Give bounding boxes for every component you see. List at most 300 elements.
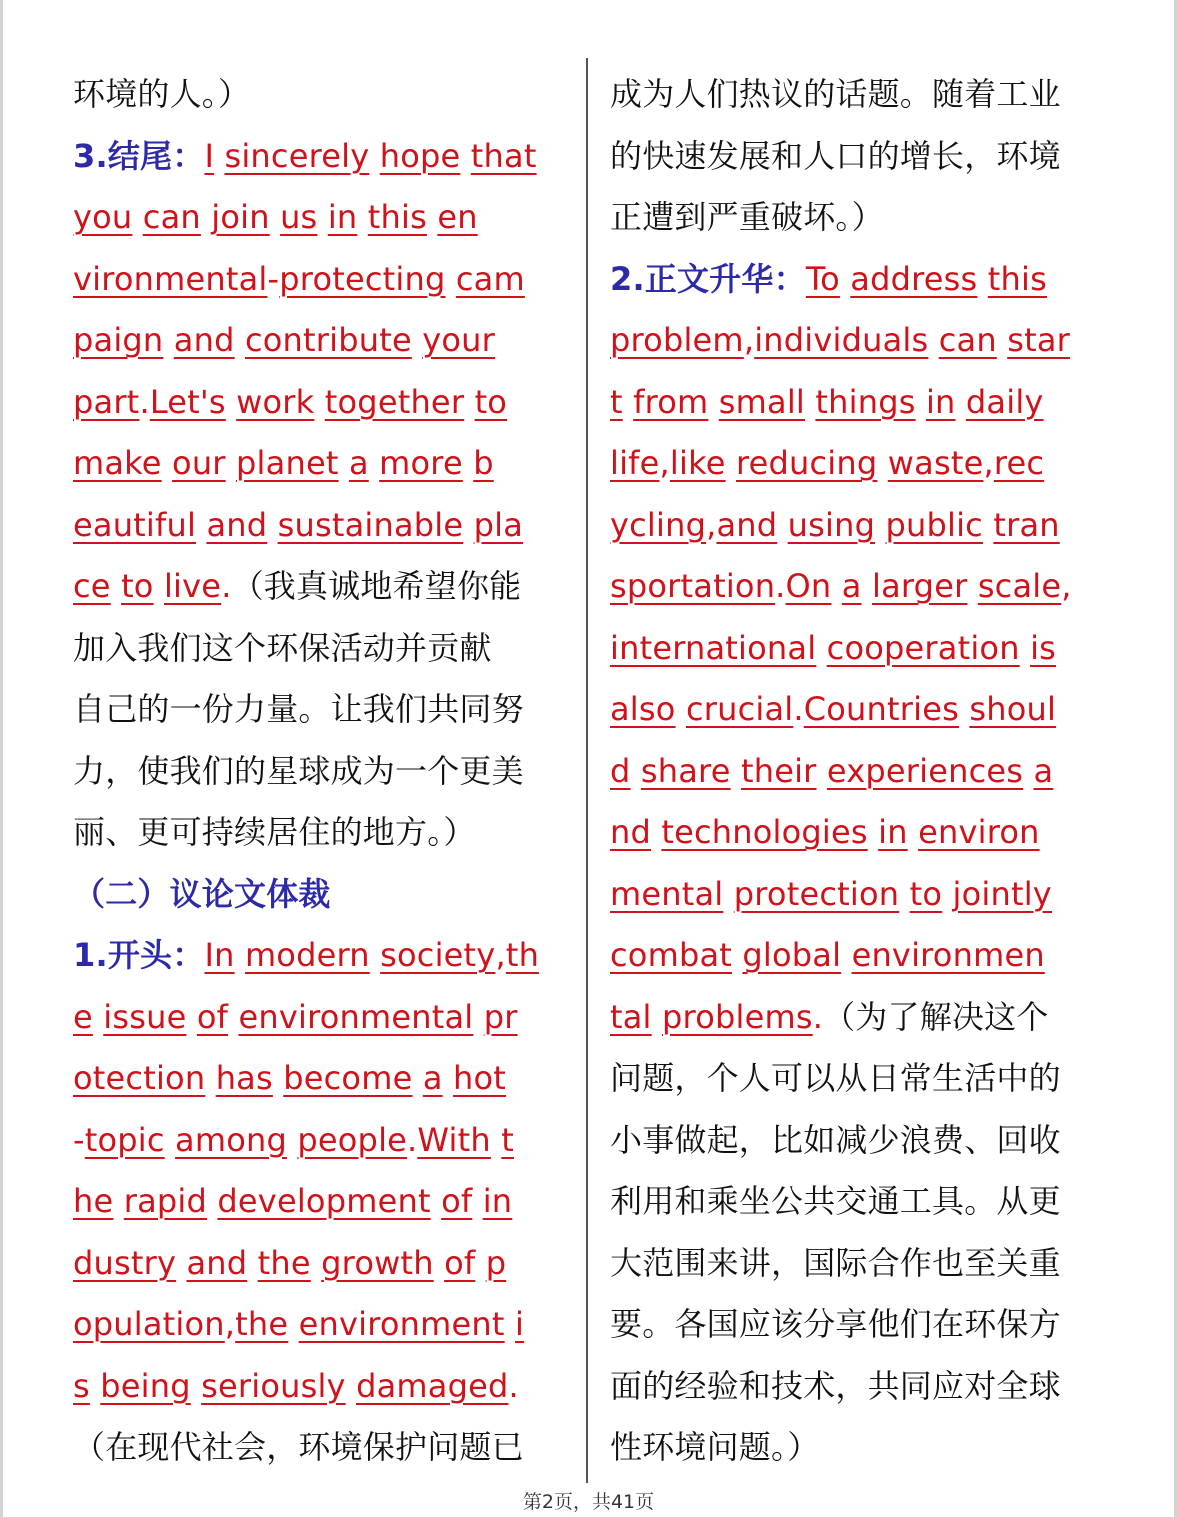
english-text: become bbox=[283, 1059, 413, 1097]
english-text: dustry bbox=[73, 1243, 177, 1282]
english-text: people bbox=[297, 1120, 408, 1159]
text-line bbox=[610, 372, 1110, 434]
text-line bbox=[610, 1356, 1110, 1418]
english-text: ycling bbox=[610, 505, 707, 544]
chinese-text: 成为人们热议的话题。随着工业 bbox=[610, 75, 1061, 113]
text-line bbox=[73, 802, 573, 864]
english-text bbox=[207, 1182, 217, 1220]
english-text bbox=[205, 1059, 215, 1097]
english-text: . bbox=[508, 1366, 519, 1405]
chinese-text: 问题，个人可以从日常生活中的 bbox=[610, 1059, 1061, 1097]
text-line bbox=[610, 64, 1110, 126]
english-text: shoul bbox=[969, 690, 1057, 728]
text-line bbox=[610, 1171, 1110, 1233]
english-text bbox=[369, 444, 379, 482]
english-text bbox=[1023, 752, 1033, 790]
english-text: to bbox=[121, 567, 154, 605]
english-text: environment bbox=[298, 1305, 505, 1343]
english-text bbox=[942, 875, 952, 913]
text-line bbox=[610, 310, 1110, 372]
text-line bbox=[73, 556, 573, 618]
english-text: and bbox=[206, 505, 268, 544]
english-text bbox=[731, 752, 741, 790]
english-text bbox=[132, 198, 142, 236]
english-text: of bbox=[196, 997, 229, 1036]
chinese-text: 性环境问题。） bbox=[610, 1428, 820, 1466]
section-heading: 1.开头： bbox=[73, 936, 205, 974]
english-text: larger bbox=[871, 567, 968, 605]
english-text: part bbox=[73, 382, 140, 421]
english-text: life bbox=[610, 444, 660, 482]
english-text: jointly bbox=[952, 874, 1052, 913]
english-text bbox=[899, 875, 909, 913]
english-text: mental bbox=[610, 874, 724, 913]
english-text: make bbox=[73, 444, 162, 482]
english-text bbox=[357, 198, 367, 236]
english-text: problems bbox=[662, 997, 813, 1036]
english-text bbox=[862, 567, 872, 605]
english-text bbox=[267, 506, 277, 544]
page-edge-left bbox=[0, 0, 3, 1517]
english-text: this bbox=[987, 259, 1047, 298]
text-line bbox=[610, 802, 1110, 864]
english-text: modern bbox=[244, 936, 370, 974]
english-text: environmental bbox=[238, 997, 474, 1036]
english-text bbox=[623, 383, 633, 421]
text-line bbox=[73, 618, 573, 680]
english-text bbox=[228, 998, 238, 1036]
english-text bbox=[631, 752, 641, 790]
english-text: international bbox=[610, 628, 817, 667]
text-line bbox=[73, 187, 573, 249]
english-text bbox=[288, 1305, 298, 1343]
text-line bbox=[73, 925, 573, 987]
text-line bbox=[73, 310, 573, 372]
english-text: vironmental bbox=[73, 259, 268, 298]
english-text bbox=[270, 198, 280, 236]
english-text bbox=[235, 321, 245, 359]
english-text: in bbox=[925, 382, 956, 421]
text-line bbox=[610, 864, 1110, 926]
english-text bbox=[214, 137, 224, 175]
english-text: technologies bbox=[661, 813, 868, 851]
english-text: of bbox=[444, 1243, 476, 1282]
english-text: , bbox=[1061, 567, 1072, 605]
text-line bbox=[610, 618, 1110, 680]
english-text bbox=[473, 998, 483, 1036]
english-text bbox=[877, 444, 887, 482]
english-text: t bbox=[501, 1120, 515, 1159]
text-line bbox=[610, 433, 1110, 495]
english-text bbox=[445, 260, 455, 298]
text-line bbox=[610, 679, 1110, 741]
english-text: in bbox=[878, 813, 908, 851]
english-text: live bbox=[163, 567, 222, 605]
english-text: environmen bbox=[851, 936, 1045, 974]
english-text: p bbox=[485, 1243, 507, 1282]
english-text bbox=[732, 936, 742, 974]
english-text: and bbox=[716, 505, 778, 544]
english-text bbox=[959, 690, 969, 728]
english-text: . bbox=[139, 382, 150, 421]
english-text: planet bbox=[236, 444, 339, 482]
english-text bbox=[841, 936, 851, 974]
english-text: public bbox=[885, 505, 983, 544]
english-text: a bbox=[1033, 751, 1054, 790]
text-line bbox=[73, 1110, 573, 1172]
english-text: , bbox=[224, 1305, 236, 1343]
english-text bbox=[165, 1121, 175, 1159]
english-text bbox=[162, 444, 172, 482]
english-text bbox=[369, 137, 379, 175]
english-text: , bbox=[706, 505, 717, 544]
english-text: like bbox=[669, 444, 726, 482]
english-text: small bbox=[718, 382, 806, 421]
right-column bbox=[610, 64, 1110, 1479]
english-text bbox=[983, 506, 993, 544]
english-text: is bbox=[1030, 628, 1057, 667]
english-text: With bbox=[417, 1120, 491, 1159]
english-text: sustainable bbox=[277, 505, 464, 544]
english-text bbox=[928, 321, 938, 359]
english-text: star bbox=[1007, 321, 1070, 359]
english-text: join bbox=[211, 198, 270, 236]
english-text: waste bbox=[887, 444, 984, 482]
english-text bbox=[311, 1244, 321, 1282]
english-text bbox=[651, 813, 661, 851]
english-text: topic bbox=[84, 1120, 165, 1159]
english-text bbox=[370, 936, 380, 974]
english-text bbox=[247, 1244, 257, 1282]
english-text: . bbox=[812, 997, 824, 1036]
column-divider bbox=[586, 58, 588, 1483]
english-text: Countries bbox=[803, 690, 959, 728]
english-text: tran bbox=[993, 505, 1060, 544]
text-line bbox=[73, 433, 573, 495]
english-text bbox=[505, 1305, 515, 1343]
english-text: , bbox=[495, 936, 506, 974]
english-text: more bbox=[379, 444, 463, 482]
text-line bbox=[73, 741, 573, 803]
english-text bbox=[908, 813, 918, 851]
english-text bbox=[186, 998, 196, 1036]
english-text: address bbox=[850, 259, 978, 298]
text-line bbox=[73, 987, 573, 1049]
english-text: tal bbox=[610, 997, 652, 1036]
english-text: seriously bbox=[201, 1366, 346, 1405]
english-text: can bbox=[938, 321, 997, 359]
english-text: issue bbox=[103, 997, 187, 1036]
english-text bbox=[113, 1182, 123, 1220]
english-text: , bbox=[983, 444, 994, 482]
text-line bbox=[610, 741, 1110, 803]
english-text: . bbox=[221, 567, 232, 605]
text-line bbox=[73, 372, 573, 434]
english-text: crucial bbox=[685, 690, 794, 728]
english-text bbox=[868, 813, 878, 851]
text-line bbox=[610, 1417, 1110, 1479]
english-text: t bbox=[610, 382, 623, 421]
english-text: from bbox=[633, 382, 709, 421]
english-text: I bbox=[204, 136, 215, 175]
english-text bbox=[191, 1367, 201, 1405]
english-text: has bbox=[215, 1059, 273, 1097]
english-text bbox=[412, 321, 422, 359]
page-number: 第2页，共41页 bbox=[522, 1491, 655, 1513]
english-text bbox=[726, 444, 736, 482]
english-text bbox=[491, 1121, 501, 1159]
english-text bbox=[339, 444, 349, 482]
english-text: pla bbox=[473, 505, 524, 544]
english-text: i bbox=[515, 1305, 525, 1343]
english-text: the bbox=[235, 1305, 289, 1343]
english-text: and bbox=[186, 1243, 248, 1282]
english-text: th bbox=[505, 936, 540, 974]
english-text bbox=[273, 1059, 283, 1097]
english-text: On bbox=[785, 567, 832, 605]
text-line bbox=[73, 679, 573, 741]
text-line bbox=[610, 187, 1110, 249]
english-text bbox=[816, 629, 826, 667]
english-text bbox=[163, 321, 173, 359]
english-text: to bbox=[474, 382, 508, 421]
chinese-text: 的快速发展和人口的增长，环境 bbox=[610, 136, 1061, 175]
english-text: a bbox=[422, 1059, 443, 1097]
english-text: work bbox=[236, 382, 315, 421]
english-text: reducing bbox=[735, 444, 878, 482]
english-text bbox=[723, 875, 733, 913]
english-text: scale bbox=[977, 567, 1062, 605]
text-line bbox=[610, 1110, 1110, 1172]
english-text: protecting bbox=[279, 259, 446, 298]
english-text: and bbox=[173, 321, 235, 359]
chinese-text: 自己的一份力量。让我们共同努 bbox=[73, 690, 524, 728]
english-text: paign bbox=[73, 321, 164, 359]
text-line bbox=[610, 126, 1110, 188]
english-text bbox=[346, 1367, 356, 1405]
english-text: can bbox=[142, 198, 201, 236]
english-text: b bbox=[473, 444, 494, 482]
english-text: . bbox=[793, 690, 804, 728]
english-text: individuals bbox=[754, 321, 929, 359]
text-line bbox=[73, 64, 573, 126]
chinese-text: （我真诚地希望你能 bbox=[231, 567, 522, 605]
english-text: . bbox=[407, 1120, 418, 1159]
text-line bbox=[73, 1233, 573, 1295]
chinese-text: 正遭到严重破坏。） bbox=[610, 198, 884, 236]
english-text: their bbox=[740, 751, 817, 790]
english-text: of bbox=[441, 1182, 473, 1220]
text-line bbox=[610, 987, 1110, 1049]
english-text: To bbox=[805, 259, 840, 298]
english-text: sincerely bbox=[224, 136, 370, 175]
left-column bbox=[73, 64, 573, 1479]
english-text: rec bbox=[993, 444, 1045, 482]
text-line bbox=[73, 249, 573, 311]
english-text: society bbox=[380, 936, 496, 974]
english-text: Let's bbox=[149, 382, 226, 421]
english-text bbox=[464, 383, 474, 421]
english-text: en bbox=[437, 198, 478, 236]
chinese-text: 力，使我们的星球成为一个更美 bbox=[73, 751, 524, 790]
english-text: d bbox=[610, 751, 631, 790]
english-text: this bbox=[367, 198, 427, 236]
english-text bbox=[708, 383, 718, 421]
english-text: share bbox=[640, 751, 731, 790]
english-text: hot bbox=[453, 1059, 507, 1097]
english-text: us bbox=[280, 198, 318, 236]
chinese-text: 利用和乘坐公共交通工具。从更 bbox=[610, 1182, 1061, 1220]
section-heading: 3.结尾： bbox=[73, 136, 205, 175]
english-text: growth bbox=[321, 1243, 434, 1282]
chinese-text: 小事做起，比如减少浪费、回收 bbox=[610, 1120, 1061, 1159]
chinese-text: （在现代社会，环境保护问题已 bbox=[73, 1428, 524, 1466]
english-text bbox=[475, 1244, 485, 1282]
english-text: things bbox=[815, 382, 916, 421]
english-text: in bbox=[327, 198, 358, 236]
english-text bbox=[176, 1244, 186, 1282]
text-line bbox=[73, 495, 573, 557]
english-text: hope bbox=[379, 136, 461, 175]
english-text: pr bbox=[483, 997, 518, 1036]
chinese-text: 要。各国应该分享他们在环保方 bbox=[610, 1305, 1061, 1343]
english-text bbox=[90, 1367, 100, 1405]
english-text bbox=[196, 506, 206, 544]
english-text bbox=[817, 752, 827, 790]
english-text: nd bbox=[610, 813, 651, 851]
english-text bbox=[463, 444, 473, 482]
text-line bbox=[73, 1294, 573, 1356]
english-text bbox=[652, 998, 662, 1036]
english-text: a bbox=[348, 444, 369, 482]
text-line bbox=[610, 925, 1110, 987]
chinese-text: 加入我们这个环保活动并贡献 bbox=[73, 628, 492, 667]
text-line bbox=[610, 1294, 1110, 1356]
english-text bbox=[226, 383, 236, 421]
english-text: opulation bbox=[73, 1305, 225, 1343]
english-text bbox=[805, 383, 815, 421]
english-text: cam bbox=[455, 259, 525, 298]
english-text: experiences bbox=[826, 751, 1024, 790]
text-line bbox=[73, 1356, 573, 1418]
english-text: - bbox=[267, 259, 280, 298]
text-line bbox=[610, 1233, 1110, 1295]
english-text bbox=[875, 506, 885, 544]
english-text: you bbox=[73, 198, 133, 236]
english-text bbox=[235, 936, 245, 974]
english-text bbox=[427, 198, 437, 236]
english-text bbox=[472, 1182, 482, 1220]
english-text: combat bbox=[610, 936, 733, 974]
english-text: a bbox=[841, 567, 862, 605]
english-text: contribute bbox=[244, 321, 412, 359]
english-text: damaged bbox=[356, 1366, 509, 1405]
english-text: environ bbox=[918, 813, 1040, 851]
english-text: , bbox=[743, 321, 755, 359]
english-text: . bbox=[775, 567, 786, 605]
english-text bbox=[967, 567, 977, 605]
text-line bbox=[610, 556, 1110, 618]
chinese-text: 丽、更可持续居住的地方。） bbox=[73, 813, 476, 851]
english-text bbox=[226, 444, 236, 482]
section-heading: 2.正文升华： bbox=[610, 259, 806, 298]
english-text: - bbox=[73, 1120, 85, 1159]
english-text: together bbox=[324, 382, 465, 421]
english-text: , bbox=[659, 444, 670, 482]
english-text: using bbox=[787, 505, 876, 544]
english-text bbox=[314, 383, 324, 421]
english-text: that bbox=[470, 136, 537, 175]
english-text: also bbox=[610, 690, 676, 728]
english-text bbox=[1020, 629, 1030, 667]
english-text: daily bbox=[965, 382, 1044, 421]
english-text bbox=[154, 567, 164, 605]
english-text bbox=[412, 1059, 422, 1097]
english-text: protection bbox=[733, 874, 900, 913]
english-text: eautiful bbox=[73, 505, 197, 544]
section-heading: （二）议论文体裁 bbox=[73, 874, 331, 913]
english-text bbox=[287, 1121, 297, 1159]
english-text bbox=[460, 137, 470, 175]
english-text: sportation bbox=[610, 567, 776, 605]
english-text bbox=[831, 567, 841, 605]
english-text: development bbox=[217, 1182, 431, 1220]
chinese-text: 大范围来讲，国际合作也至关重 bbox=[610, 1243, 1061, 1282]
english-text bbox=[443, 1059, 453, 1097]
english-text bbox=[434, 1244, 444, 1282]
english-text: global bbox=[742, 936, 842, 974]
english-text bbox=[997, 321, 1007, 359]
text-line bbox=[73, 1417, 573, 1479]
english-text: to bbox=[909, 874, 943, 913]
chinese-text: 环境的人。） bbox=[73, 75, 251, 113]
english-text: the bbox=[257, 1243, 311, 1282]
english-text bbox=[977, 260, 987, 298]
text-line bbox=[73, 126, 573, 188]
chinese-text: （为了解决这个 bbox=[823, 997, 1049, 1036]
english-text: otection bbox=[73, 1059, 206, 1097]
english-text: among bbox=[175, 1120, 287, 1159]
english-text bbox=[956, 383, 966, 421]
text-line bbox=[73, 1171, 573, 1233]
text-line bbox=[73, 864, 573, 926]
text-line bbox=[610, 249, 1110, 311]
english-text: e bbox=[73, 997, 93, 1036]
english-text: our bbox=[172, 444, 226, 482]
english-text bbox=[431, 1182, 441, 1220]
english-text bbox=[840, 260, 850, 298]
english-text: in bbox=[482, 1182, 513, 1220]
english-text: being bbox=[100, 1366, 191, 1405]
english-text: s bbox=[73, 1366, 90, 1405]
english-text: he bbox=[73, 1182, 114, 1220]
english-text bbox=[317, 198, 327, 236]
english-text: your bbox=[422, 321, 495, 359]
english-text bbox=[463, 506, 473, 544]
english-text: In bbox=[204, 936, 235, 974]
english-text: problem bbox=[610, 321, 744, 359]
text-line bbox=[610, 1048, 1110, 1110]
english-text bbox=[93, 998, 103, 1036]
english-text bbox=[676, 690, 686, 728]
english-text bbox=[201, 198, 211, 236]
english-text bbox=[777, 506, 787, 544]
english-text bbox=[111, 567, 121, 605]
english-text: cooperation bbox=[826, 628, 1020, 667]
text-line bbox=[610, 495, 1110, 557]
text-line bbox=[73, 1048, 573, 1110]
english-text: ce bbox=[73, 567, 111, 605]
